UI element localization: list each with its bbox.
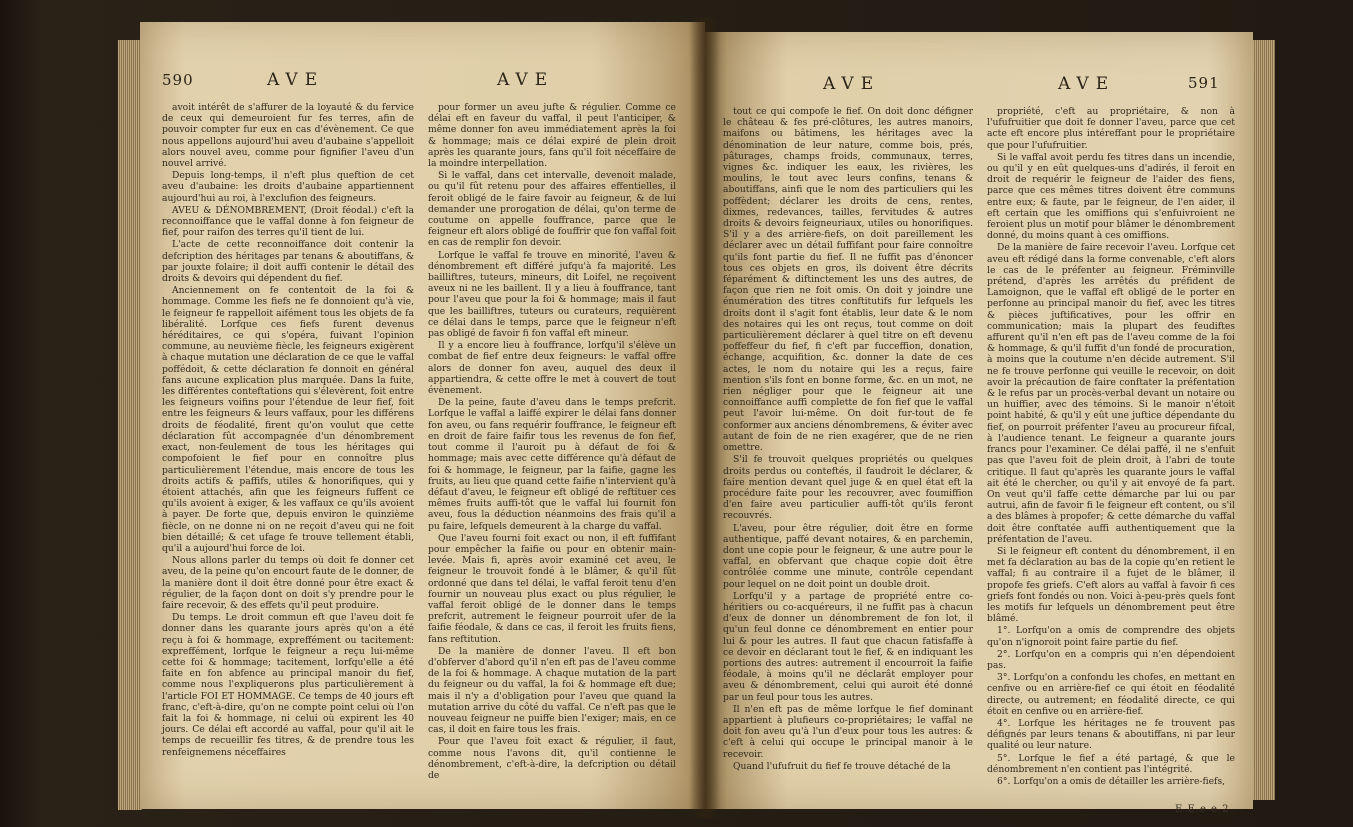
paragraph: avoit intérêt de s'affurer de la loyauté & du fervice de ceux qui demeuroient fur fes terres, afin de pouvoir compter fur eux en cas d'évènement. Ce que nous appellons aujourd'hui aveu d'aubaine s'appelloit alors nouvel aveu, comme pour fignifier l'aveu d'un nouvel arrivé. bbox=[162, 102, 414, 170]
paragraph: Depuis long-temps, il n'eft plus queftion de cet aveu d'aubaine: les droits d'aubaine appartiennent aujourd'hui au roi, à l'exclufion des feigneurs. bbox=[162, 170, 414, 204]
paragraph: L'acte de cette reconnoiffance doit contenir la defcription des héritages par tenans & aboutiffans, & par jouxte folaire; il doit auffi contenir le détail des droits & devoirs qui dépendent du fief. bbox=[162, 239, 414, 285]
left-page-header bbox=[162, 70, 682, 96]
left-page bbox=[140, 22, 705, 809]
paragraph: De la manière de faire recevoir l'aveu. Lorfque cet aveu eft rédigé dans la forme convenable, c'eft alors le cas de le préfenter au feigneur. Fréminville prétend, d'après les arrêtés du préfident de Lamoignon, que le vaffal eft obligé de le porter en perfonne au principal manoir du fief, avec les titres & pièces juftificatives, pour les offrir en communication; mais la plupart des feudiftes affurent qu'il n'en eft pas de l'aveu comme de la foi & hommage, & qu'il fuffit d'un fondé de procuration, à moins que la coutume n'en décide autrement. S'il ne fe trouve perfonne qui veuille le recevoir, on doit avoir la précaution de faire conftater la préfentation & le refus par un procès-verbal devant un notaire ou un huiffier, avec des témoins. Si le manoir n'étoit point habité, & qu'il y eût une juftice dépendante du fief, on pourroit préfenter l'aveu au procureur fifcal, à l'audience tenant. Le feigneur a quarante jours francs pour l'examiner. Ce délai paffé, il ne s'enfuit pas que l'aveu foit de plein droit, à l'abri de toute critique. Il faut qu'après les quarante jours le vaffal ait été le chercher, ou qu'il y ait envoyé de fa part. On veut qu'il faffe cette démarche par lui ou par autrui, afin de favoir fi le feigneur eft content, ou s'il a des blâmes à propofer; & cette démarche du vaffal doit être conftatée auffi authentiquement que la préfentation de l'aveu. bbox=[987, 242, 1235, 545]
paragraph: Il y a encore lieu à fouffrance, lorfqu'il s'élève un combat de fief entre deux feigneurs: le vaffal offre alors de donner fon aveu, auquel des deux il appartiendra, & cette offre le met à couvert de tout évènement. bbox=[428, 340, 676, 397]
right-page-header bbox=[723, 74, 1233, 100]
paragraph: Du temps. Le droit commun eft que l'aveu doit fe donner dans les quarante jours après qu'on a été reçu à foi & hommage, expreffément ou tacitement: expreffément, lorfque le feigneur a reçu lui-même cette foi & hommage; tacitement, lorfqu'elle a été faite en fon abfence au principal manoir du fief, comme nous l'expliquerons plus particulièrement à l'article FOI ET HOMMAGE. Ce temps de 40 jours eft franc, c'eft-à-dire, qu'on ne compte point celui où l'on fait la foi & hommage, ni celui où expirent les 40 jours. Ce délai eft accordé au vaffal, pour qu'il ait le temps de recueillir fes titres, & de prendre tous les renfeignemens néceffaires bbox=[162, 612, 414, 758]
right-page bbox=[705, 32, 1253, 815]
paragraph: propriété, c'eft au propriétaire, & non à l'ufufruitier que doit fe donner l'aveu, parce que cet acte eft encore plus intéreffant pour le propriétaire que pour l'ufufruitier. bbox=[987, 106, 1235, 151]
right-column-1 bbox=[723, 106, 973, 826]
signature-mark: E E e e 2 bbox=[1175, 804, 1230, 815]
paragraph: 4°. Lorfque les héritages ne fe trouvent pas défignés par leurs tenans & aboutiffans, ni par leur qualité ou leur nature. bbox=[987, 717, 1235, 752]
paragraph: 3°. Lorfqu'on a confondu les chofes, en mettant en cenfive ou en arrière-fief ce qui étoit en féodalité directe, ou autrement; en féodalité directe, ce qui étoit en cenfive ou en arrière-fief. bbox=[987, 672, 1235, 717]
paragraph: Anciennement on fe contentoit de la foi & hommage. Comme les fiefs ne fe donnoient qu'à vie, le feigneur fe rappelloit aifément tous les objets de fa libéralité. Lorfque ces fiefs furent devenus héréditaires, ce qui s'opéra, fuivant l'opinion commune, au neuvième fiècle, les feigneurs exigèrent à chaque mutation une déclaration de ce que le vaffal poffédoit, & cette déclaration fe donnoit en général fans aucune explication plus marquée. Dans la fuite, les différentes conteftations qui s'élevèrent, foit entre les feigneurs voifins pour l'étendue de leur fief, foit entre les feigneurs & leurs vaffaux, pour les différens droits de féodalité, firent qu'on voulut que cette déclaration fût accompagnée d'un dénombrement exact, non-feulement de tous les héritages qui compofoient le fief pour en connoître plus particulièrement l'étendue, mais encore de tous les droits actifs & paffifs, utiles & honorifiques, qui y étoient attachés, afin que les feigneurs fuffent ce qu'ils avoient à exiger, & les vaffaux ce qu'ils avoient à payer. De forte que, depuis environ le quinzième fiècle, on ne donne ni on ne reçoit d'aveu qui ne foit bien détaillé; & cet ufage fe trouve tellement établi, qu'il a aujourd'hui force de loi. bbox=[162, 285, 414, 554]
paragraph: Si le vaffal, dans cet intervalle, devenoit malade, ou qu'il fût retenu pour des affaires effentielles, il feroit obligé de le faire favoir au feigneur, & de lui demander une prorogation de délai, qu'on terme de coutume on appelle fouffrance, parce que le feigneur eft alors obligé de fouffrir que fon vaffal foit en cas de remplir fon devoir. bbox=[428, 170, 676, 249]
paragraph: Il n'en eft pas de même lorfque le fief dominant appartient à plufieurs co-propriétaires; le vaffal ne doit fon aveu qu'à l'un d'eux pour tous les autres: & c'eft à celui qui occupe le principal manoir à le recevoir. bbox=[723, 703, 973, 760]
paragraph: AVEU & DÉNOMBREMENT, (Droit féodal.) c'eft la reconnoiffance que le vaffal donne à fon feigneur de fief, pour raifon des terres qu'il tient de lui. bbox=[162, 204, 414, 239]
paragraph: 5°. Lorfque le fief a été partagé, & que le dénombrement n'en contient pas l'intégrité. bbox=[987, 752, 1235, 775]
left-page-edges bbox=[118, 40, 142, 810]
right-running-head-center: AVE bbox=[823, 74, 881, 94]
paragraph: Nous allons parler du temps où doit fe donner cet aveu, de la peine qu'on encourt faute de le donner, de la manière dont il doit être donné pour être exact & régulier, de la façon dont on doit s'y prendre pour le faire recevoir, & des effets qu'il peut produire. bbox=[162, 555, 414, 611]
right-column-2 bbox=[987, 106, 1235, 811]
paragraph: 1°. Lorfqu'on a omis de comprendre des objets qu'on n'ignoroit point faire partie du fief. bbox=[987, 625, 1235, 648]
paragraph: 6°. Lorfqu'on a omis de détailler les arrière-fiefs, bbox=[997, 775, 1226, 787]
right-page-number: 591 bbox=[1188, 74, 1220, 92]
right-page-edges bbox=[1253, 40, 1275, 800]
paragraph: Que l'aveu fourni foit exact ou non, il eft fuffifant pour empêcher la faifie ou pour en obtenir main-levée. Mais fi, après avoir examiné cet aveu, le feigneur le trouvoit fondé à le blâmer, & qu'il fût ordonné que dans tel délai, le vaffal feroit tenu d'en fournir un nouveau plus exact ou plus régulier, le vaffal feroit obligé de le donner dans le temps prefcrit, autrement le feigneur pourroit ufer de la faifie féodale, & dans ce cas, il feroit les fruits fiens, fans reftitution. bbox=[428, 532, 676, 645]
paragraph: Si le vaffal avoit perdu fes titres dans un incendie, ou qu'il y en eût quelques-uns d'adirés, il feroit en droit de requérir le feigneur de l'aider des fiens, parce que ces mêmes titres doivent être communs entre eux; & faute, par le feigneur, de l'en aider, il eft certain que les omiffions qui s'enfuivroient ne feroient plus un motif pour blâmer le dénombrement donné, du moins quant à ces omiffions. bbox=[987, 151, 1235, 242]
right-running-head: AVE bbox=[1058, 74, 1116, 94]
left-running-head-center: AVE bbox=[497, 70, 555, 90]
paragraph: De la manière de donner l'aveu. Il eft bon d'obferver d'abord qu'il n'en eft pas de l'aveu comme de la foi & hommage. A chaque mutation de la part du feigneur ou du vaffal, la foi & hommage eft due; mais il n'y a d'obligation pour l'aveu que quand la mutation arrive du côté du vaffal. Ce n'eft pas que le nouveau feigneur ne puiffe bien l'exiger; mais, en ce cas, il doit en faire tous les frais. bbox=[428, 645, 676, 736]
paragraph: L'aveu, pour être régulier, doit être en forme authentique, paffé devant notaires, & en parchemin, dont une copie pour le feigneur, & une autre pour le vaffal, en obfervant que chaque copie doit être contrôlée comme une minute, contrôle cependant pour lequel on ne doit point un double droit. bbox=[723, 522, 973, 590]
paragraph: tout ce qui compofe le fief. On doit donc défigner le château & fes pré-clôtures, les autres manoirs, maifons ou bâtimens, les héritages avec la dénomination de leur nature, comme bois, prés, pâturages, champs froids, communaux, terres, vignes &c. indiquer les eaux, les rivières, les moulins, le tout avec leurs confins, tenans & aboutiffans, ainfi que le nom des particuliers qui les poffèdent; déclarer les droits de cens, rentes, dixmes, redevances, tailles, fervitudes & autres droits & devoirs feigneuriaux, utiles ou honorifiques. S'il y a des arrière-fiefs, on doit pareillement les déclarer avec un détail fuffifant pour faire connoître qu'ils font partie du fief. Il ne fuffit pas d'énoncer tous ces objets en gros, ils doivent être décrits féparément & diftinctement les uns des autres, de façon que rien ne foit omis. On doit y joindre une énumération des titres conftitutifs fur lefquels les droits dont il s'agit font établis, leur date & le nom des notaires qui les ont reçus, tout comme on doit particulièrement déclarer à quel titre on eft devenu poffeffeur du fief, fi c'eft par fucceffion, donation, échange, acquifition, &c. donner la date de ces actes, le nom du notaire qui les a reçus, faire mention s'ils font en bonne forme, &c. en un mot, ne rien négliger pour que le feigneur ait une connoiffance auffi complette de fon fief que le vaffal peut l'avoir lui-même. On doit fur-tout de fe conformer aux anciens dénombremens, & éviter avec autant de foin de ne rien exagérer, que de ne rien omettre. bbox=[723, 106, 973, 454]
paragraph: pour former un aveu jufte & régulier. Comme ce délai eft en faveur du vaffal, il peut l'anticiper, & même donner fon aveu immédiatement après la foi & hommage; mais ce délai expiré de plein droit après les quarante jours, fans qu'il foit néceffaire de la moindre interpellation. bbox=[428, 102, 676, 170]
paragraph: Pour que l'aveu foit exact & régulier, il faut, comme nous l'avons dit, qu'il contienne le dénombrement, c'eft-à-dire, la defcription ou détail de bbox=[428, 736, 676, 781]
paragraph: Lorfqu'il y a partage de propriété entre co-héritiers ou co-acquéreurs, il ne fuffit pas à chacun d'eux de donner un dénombrement de fon lot, il qu'un feul donne ce dénombrement en entier pour lui & pour les autres. Il faut que chacun fatisfaffe à ce devoir en déclarant tout le fief, & en indiquant les portions des autres: autrement il encourroit la faifie féodale, à moins qu'il ne déclarât employer pour aveu & dénombrement, celui qui auroit été donné par un feul pour tous les autres. bbox=[723, 590, 973, 703]
paragraph: S'il fe trouvoit quelques propriétés ou quelques droits perdus ou conteftés, il faudroit le déclarer, & faire mention devant quel juge & en quel état eft la procédure faite pour les recouvrer, avec foumiffion d'en faire aveu particulier auffi-tôt qu'ils feront recouvrés. bbox=[723, 454, 973, 522]
paragraph: Lorfque le vaffal fe trouve en minorité, l'aveu & dénombrement eft différé jufqu'à fa majorité. Les bailliftres, tuteurs, mineurs, dit Loifel, ne reçoivent aveux ni ne les baillent. Il y a lieu à fouffrance, tant pour l'aveu que pour la foi & hommage; mais il faut que les bailliftres, tuteurs ou curateurs, requièrent ce délai dans le temps, parce que le feigneur n'eft pas obligé de favoir fi fon vaffal eft mineur. bbox=[428, 249, 676, 340]
paragraph: De la peine, faute d'aveu dans le temps prefcrit. Lorfque le vaffal a laiffé expirer le délai fans donner fon aveu, ou fans requérir fouffrance, le feigneur eft en droit de faire faifir tous les revenus de fon fief, tout comme il l'auroit pu à défaut de foi & hommage; mais avec cette différence qu'à défaut de foi & hommage, le feigneur, par la faifie, gagne les fruits, au lieu que quand cette faifie n'intervient qu'à défaut d'aveu, le feigneur eft obligé de reftituer ces mêmes fruits auffi-tôt que le vaffal lui fournit fon aveu, fous la déduction néanmoins des frais qu'il a pu faire, lefquels demeurent à la charge du vaffal. bbox=[428, 397, 676, 532]
paragraph: 2°. Lorfqu'on en a compris qui n'en dépendoient pas. bbox=[987, 648, 1235, 671]
left-column-1 bbox=[162, 102, 414, 822]
left-column-2 bbox=[428, 102, 676, 822]
paragraph: Si le feigneur eft content du dénombrement, il en met fa déclaration au bas de la copie qu'en retient le vaffal; fi au contraire il a fujet de le blâmer, il propofe fes griefs. C'eft alors au vaffal à favoir fi ces griefs font fondés ou non. Voici à-peu-près quels font les motifs fur lefquels un dénombrement peut être blâmé. bbox=[987, 545, 1235, 625]
left-running-head: AVE bbox=[267, 70, 325, 90]
paragraph: Quand l'ufufruit du fief fe trouve détaché de la bbox=[733, 760, 951, 772]
left-page-number: 590 bbox=[162, 71, 194, 89]
